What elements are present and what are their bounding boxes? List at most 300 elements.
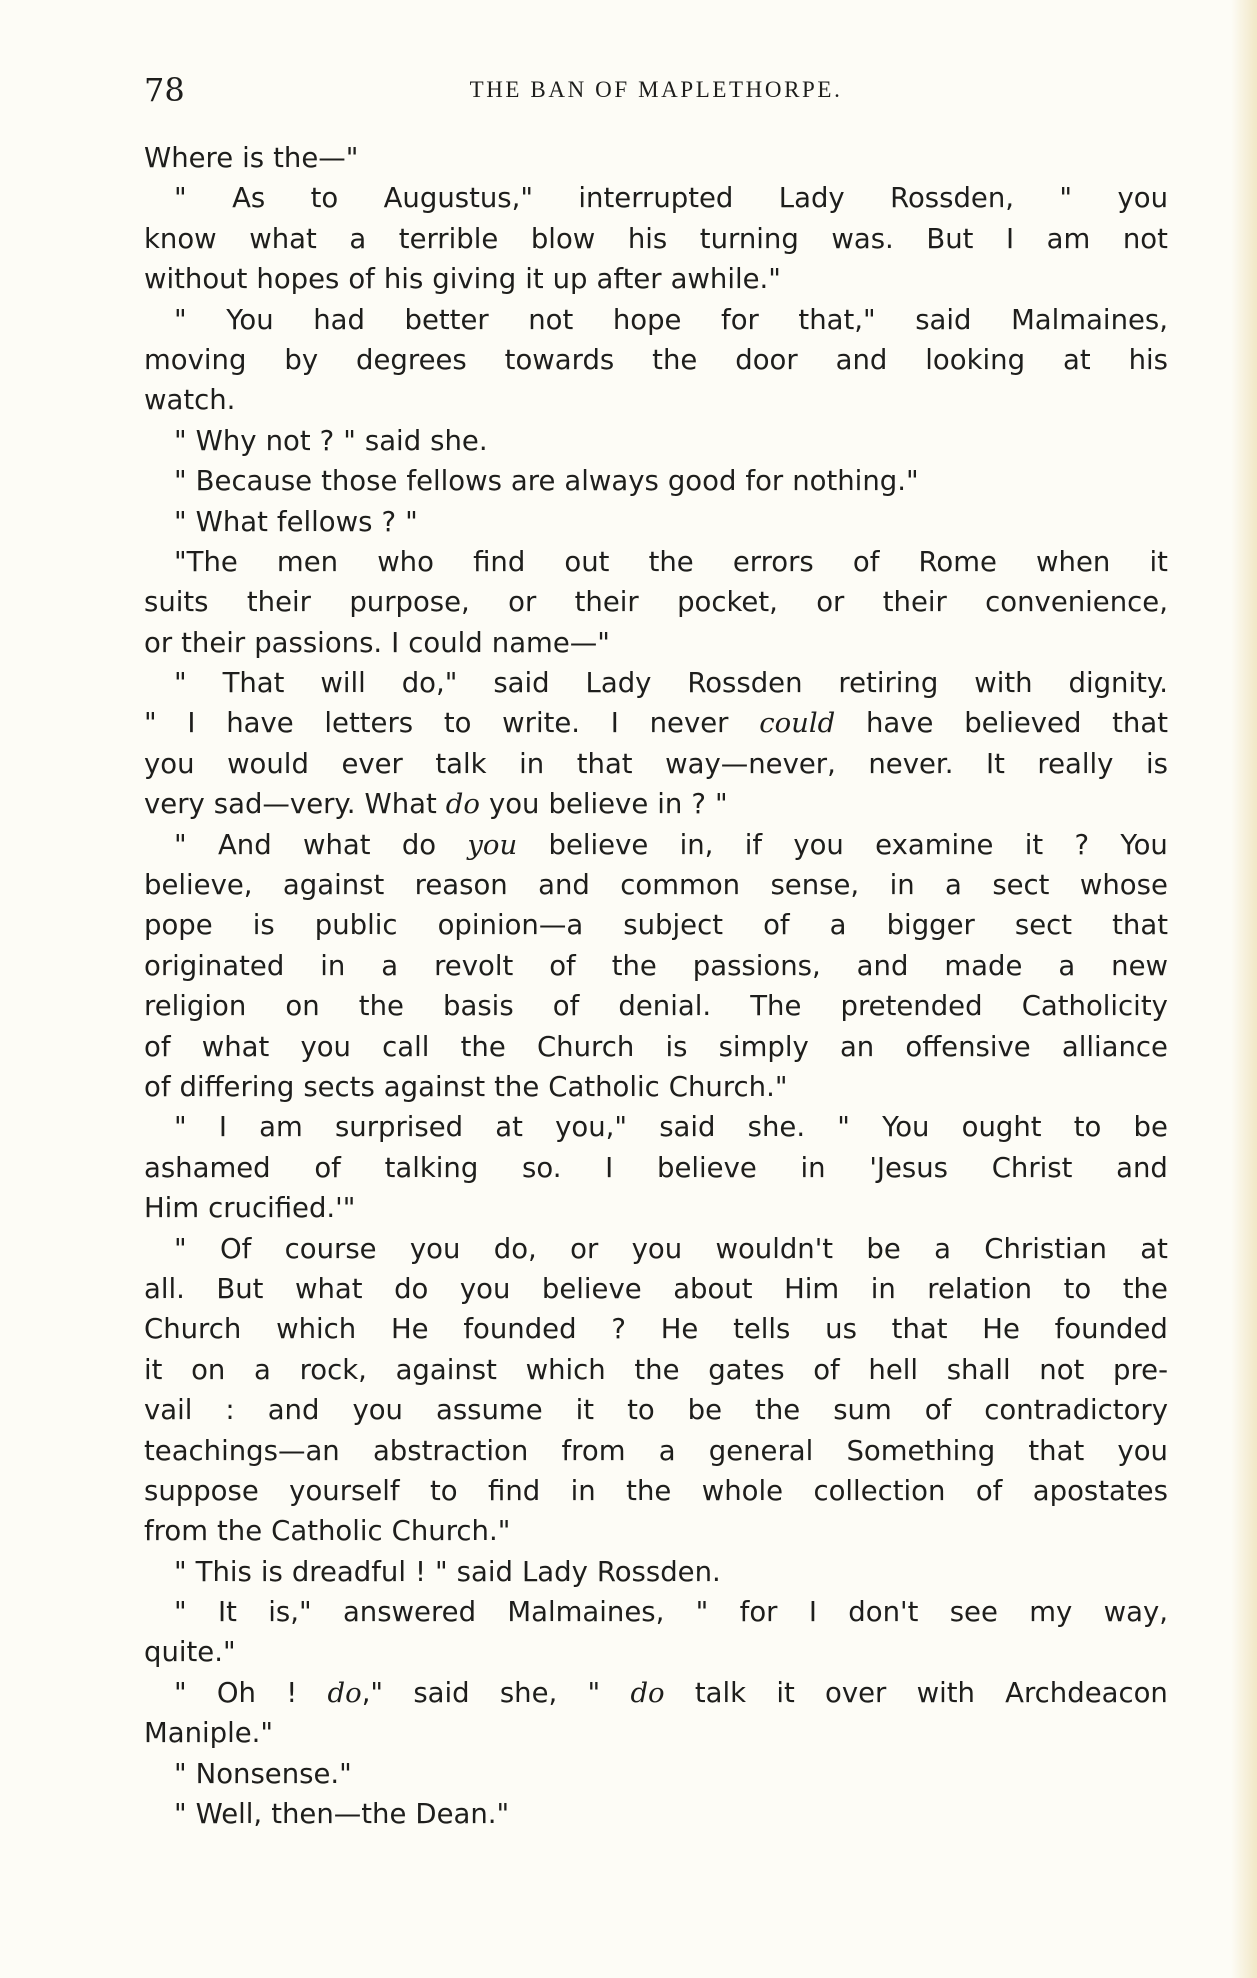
word: is	[665, 1030, 688, 1063]
word: it	[776, 1676, 795, 1709]
word: "	[587, 1676, 601, 1709]
word: Archdeacon	[1005, 1676, 1168, 1709]
word: is	[242, 142, 265, 174]
word: I	[605, 1151, 614, 1184]
word: my	[1029, 1596, 1073, 1629]
word: I	[218, 1111, 227, 1144]
word: suits	[144, 586, 209, 619]
word: "	[174, 303, 187, 336]
paragraph	[144, 663, 1168, 825]
word: "	[435, 1555, 448, 1588]
word: the	[648, 545, 694, 578]
word: find	[488, 1474, 541, 1507]
word: you	[488, 788, 540, 821]
word: or	[144, 626, 173, 659]
word: I	[187, 707, 196, 740]
word: Of	[219, 1232, 252, 1265]
word: to	[627, 1394, 655, 1427]
word: and	[1116, 1151, 1168, 1184]
word: to	[430, 1474, 458, 1507]
word: Lady	[521, 1555, 588, 1588]
word: from	[561, 1434, 626, 1467]
word: shall	[946, 1353, 1011, 1386]
word: I	[610, 707, 619, 740]
word: don't	[848, 1596, 919, 1629]
word: his	[383, 263, 424, 296]
page-header	[144, 70, 1168, 110]
word: said	[364, 424, 422, 457]
word: way—never,	[665, 747, 836, 780]
word: Him	[144, 1192, 200, 1225]
text-line	[144, 421, 1168, 461]
word: when	[1036, 545, 1111, 578]
word: it	[1024, 828, 1044, 861]
word: to	[1073, 1111, 1102, 1144]
word: retiring	[838, 667, 939, 700]
word: answered	[342, 1596, 477, 1629]
word: a	[254, 1353, 271, 1386]
word: assume	[435, 1394, 543, 1427]
word: said	[413, 1676, 470, 1709]
word: Something	[846, 1434, 996, 1467]
word: Where	[144, 142, 234, 174]
paragraph	[144, 1107, 1168, 1228]
word: that	[1112, 707, 1168, 740]
word: that	[891, 1313, 948, 1346]
text-line	[144, 946, 1168, 986]
text-line	[144, 663, 1168, 703]
word: Church."	[668, 1070, 788, 1103]
word: she.	[747, 1111, 806, 1144]
word: in,	[679, 828, 714, 861]
word: quite."	[144, 1636, 236, 1669]
word: the	[634, 1353, 680, 1386]
word: "	[174, 828, 187, 861]
word: I	[391, 626, 400, 659]
word: Nonsense."	[195, 1757, 352, 1790]
word: in	[870, 1272, 896, 1305]
word: in	[889, 869, 915, 902]
word: Christ	[991, 1151, 1073, 1184]
word: Well,	[195, 1798, 263, 1831]
word: what	[201, 1030, 270, 1063]
word: in	[657, 788, 683, 821]
word: Rossden	[687, 667, 803, 700]
word: for	[745, 465, 784, 498]
word: the	[460, 1030, 506, 1063]
word: his	[1128, 343, 1168, 376]
word: do	[630, 1676, 665, 1709]
word: This	[195, 1555, 252, 1588]
word: and	[267, 1394, 320, 1427]
word: not	[1039, 1353, 1085, 1386]
word: be	[866, 1232, 901, 1265]
word: you	[1117, 182, 1168, 215]
word: a	[934, 1232, 951, 1265]
text-line	[144, 219, 1168, 259]
word: am	[1046, 222, 1091, 255]
word: is	[260, 1555, 283, 1588]
word: He	[982, 1313, 1020, 1346]
word: do,"	[401, 667, 458, 700]
text-line	[144, 1309, 1168, 1349]
text-line	[144, 138, 1168, 178]
text-line	[144, 502, 1168, 542]
text-line	[144, 1673, 1168, 1713]
word: was.	[831, 222, 894, 255]
word: men	[276, 545, 339, 578]
word: you	[631, 1232, 683, 1265]
word: convenience,	[985, 586, 1168, 619]
paragraph	[144, 1673, 1168, 1754]
word: vail	[144, 1394, 193, 1427]
word: Oh	[216, 1676, 256, 1709]
word: with	[916, 1676, 975, 1709]
text-line	[144, 1632, 1168, 1672]
word: the	[217, 1515, 263, 1548]
word: the	[358, 990, 404, 1023]
word: "	[174, 1111, 187, 1144]
word: ought	[961, 1111, 1042, 1144]
word: offensive	[905, 1030, 1031, 1063]
word: you	[300, 1030, 351, 1063]
word: which	[276, 1313, 357, 1346]
text-line	[144, 1390, 1168, 1430]
word: you	[352, 1394, 403, 1427]
word: not	[265, 424, 311, 457]
word: she.	[430, 424, 488, 457]
text-line	[144, 340, 1168, 380]
text-line	[144, 1592, 1168, 1632]
word: of	[975, 1474, 1003, 1507]
word: you	[144, 747, 195, 780]
word: "	[695, 1596, 709, 1629]
text-line	[144, 1269, 1168, 1309]
word: examine	[875, 828, 994, 861]
word: is	[252, 909, 275, 942]
word: You	[226, 303, 274, 336]
word: for	[721, 303, 759, 336]
word: against	[395, 1353, 497, 1386]
word: blow	[530, 222, 596, 255]
running-title: THE BAN OF MAPLETHORPE.	[469, 77, 843, 102]
word: "	[405, 505, 418, 538]
word: moving	[144, 343, 247, 376]
word: pocket,	[677, 586, 778, 619]
word: Lady	[585, 667, 652, 700]
word: then—the	[271, 1798, 407, 1831]
word: the	[652, 343, 698, 376]
word: believe	[657, 1151, 757, 1184]
word: course	[284, 1232, 377, 1265]
paragraph	[144, 461, 1168, 501]
word: you	[409, 1232, 461, 1265]
word: door	[735, 343, 798, 376]
word: of	[924, 1394, 952, 1427]
body-text	[144, 138, 1168, 1834]
paragraph	[144, 1754, 1168, 1794]
word: "	[174, 1757, 187, 1790]
word: name—"	[491, 626, 610, 659]
text-line	[144, 300, 1168, 340]
word: teachings—an	[144, 1434, 340, 1467]
word: believed	[964, 707, 1082, 740]
word: !	[286, 1676, 298, 1709]
word: "	[174, 667, 187, 700]
word: who	[377, 545, 434, 578]
word: hell	[868, 1353, 919, 1386]
word: "	[343, 424, 356, 457]
paragraph	[144, 1552, 1168, 1592]
word: purpose,	[349, 586, 470, 619]
word: an	[839, 1030, 875, 1063]
word: He	[660, 1313, 699, 1346]
word: that,"	[798, 303, 876, 336]
text-line	[144, 1713, 1168, 1753]
page-edge-shadow	[1231, 0, 1257, 1978]
word: fellows	[406, 465, 502, 498]
word: Rossden.	[596, 1555, 721, 1588]
word: sense,	[770, 869, 860, 902]
word: if	[744, 828, 763, 861]
text-line	[144, 744, 1168, 784]
word: said	[493, 667, 550, 700]
word: "	[174, 465, 187, 498]
word: reason	[414, 869, 508, 902]
word: I	[1005, 222, 1015, 255]
text-line	[144, 1027, 1168, 1067]
word: Rome	[918, 545, 997, 578]
word: pretended	[840, 990, 983, 1023]
word: by	[284, 343, 319, 376]
word: Him	[784, 1272, 840, 1305]
word: hopes	[256, 263, 340, 296]
word: collection	[813, 1474, 946, 1507]
word: their	[246, 586, 311, 619]
word: the	[755, 1394, 801, 1427]
text-line	[144, 1067, 1168, 1107]
word: public	[314, 909, 398, 942]
word: in	[570, 1474, 596, 1507]
word: could	[759, 707, 836, 740]
word: alliance	[1061, 1030, 1168, 1063]
word: against	[383, 1070, 486, 1103]
text-line	[144, 1794, 1168, 1834]
word: passions.	[254, 626, 383, 659]
word: said	[659, 1111, 716, 1144]
word: what	[302, 828, 371, 861]
word: "	[174, 424, 187, 457]
word: Maniple."	[144, 1717, 274, 1750]
word: "	[174, 1555, 187, 1588]
word: letters	[324, 707, 414, 740]
word: That	[222, 667, 285, 700]
page-number: 78	[144, 71, 185, 109]
word: the	[1122, 1272, 1168, 1305]
word: us	[825, 1313, 857, 1346]
text-line	[144, 1511, 1168, 1551]
paragraph	[144, 1592, 1168, 1673]
word: He	[390, 1313, 429, 1346]
word: ?	[381, 505, 397, 538]
word: or	[570, 1232, 599, 1265]
word: passions,	[692, 949, 821, 982]
word: it	[575, 1394, 595, 1427]
word: contradictory	[984, 1394, 1168, 1427]
word: Church	[536, 1030, 635, 1063]
word: But	[216, 1272, 264, 1305]
paragraph	[144, 1794, 1168, 1834]
word: a	[945, 869, 962, 902]
word: will	[320, 667, 366, 700]
word: of	[314, 1151, 341, 1184]
word: of	[549, 949, 576, 982]
word: of	[144, 1070, 171, 1103]
word: degrees	[356, 343, 467, 376]
word: ?	[611, 1313, 626, 1346]
word: not	[528, 303, 574, 336]
paragraph	[144, 825, 1168, 1108]
word: looking	[925, 343, 1026, 376]
word: which	[525, 1353, 606, 1386]
text-line	[144, 1229, 1168, 1269]
word: apostates	[1032, 1474, 1168, 1507]
word: talking	[384, 1151, 479, 1184]
word: do	[394, 1272, 429, 1305]
text-line	[144, 1188, 1168, 1228]
word: could	[408, 626, 483, 659]
word: sect	[992, 869, 1050, 902]
word: you	[1117, 1434, 1168, 1467]
word: and	[856, 949, 909, 982]
word: dreadful	[291, 1555, 406, 1588]
word: you,"	[555, 1111, 628, 1144]
word: it	[1149, 545, 1168, 578]
word: :	[225, 1394, 235, 1427]
word: watch.	[144, 384, 236, 417]
word: of	[763, 909, 790, 942]
word: pre-	[1113, 1353, 1168, 1386]
text-line	[144, 461, 1168, 501]
word: so.	[522, 1151, 562, 1184]
word: Catholic	[548, 1070, 660, 1103]
word: surprised	[334, 1111, 464, 1144]
word: way,	[1103, 1596, 1168, 1629]
word: good	[667, 465, 737, 498]
word: common	[620, 869, 741, 902]
text-line	[144, 582, 1168, 622]
word: Lady	[778, 182, 845, 215]
word: awhile."	[670, 263, 781, 296]
word: with	[974, 667, 1033, 700]
word: do	[445, 788, 480, 821]
word: sects	[303, 1070, 375, 1103]
word: up	[552, 263, 588, 296]
word: tells	[733, 1313, 791, 1346]
text-line	[144, 259, 1168, 299]
word: a	[349, 222, 367, 255]
word: rock,	[299, 1353, 367, 1386]
text-line	[144, 178, 1168, 218]
word: what	[249, 222, 317, 255]
word: terrible	[398, 222, 499, 255]
word: not	[1122, 222, 1168, 255]
word: Augustus,"	[383, 182, 534, 215]
word: Christian	[984, 1232, 1107, 1265]
word: towards	[504, 343, 615, 376]
word: had	[313, 303, 365, 336]
word: is,"	[268, 1596, 312, 1629]
word: Church	[144, 1313, 242, 1346]
word: you	[459, 1272, 511, 1305]
text-line	[144, 986, 1168, 1026]
word: never.	[868, 747, 954, 780]
word: crucified.'"	[208, 1192, 356, 1225]
word: relation	[927, 1272, 1033, 1305]
word: religion	[144, 990, 247, 1023]
word: a	[381, 949, 399, 982]
word: ?	[691, 788, 706, 821]
word: As	[232, 182, 266, 215]
word: fellows	[276, 505, 373, 538]
word: gates	[708, 1353, 785, 1386]
word: founded	[1054, 1313, 1168, 1346]
word: be	[687, 1394, 723, 1427]
word: ?	[319, 424, 335, 457]
word: what	[294, 1272, 363, 1305]
word: new	[1111, 949, 1168, 982]
text-line	[144, 1107, 1168, 1147]
word: all.	[144, 1272, 185, 1305]
text-line	[144, 703, 1168, 743]
word: revolt	[434, 949, 514, 982]
word: sect	[1014, 909, 1073, 942]
word: Why	[195, 424, 257, 457]
word: whole	[701, 1474, 784, 1507]
word: the	[611, 949, 657, 982]
paragraph	[144, 138, 1168, 178]
word: denial.	[618, 990, 712, 1023]
word: at	[1140, 1232, 1168, 1265]
word: am	[259, 1111, 303, 1144]
word: very	[144, 788, 205, 821]
word: "	[837, 1111, 850, 1144]
word: "	[174, 1596, 187, 1629]
word: write.	[502, 707, 581, 740]
word: she,	[499, 1676, 558, 1709]
word: or	[508, 586, 537, 619]
word: talk	[435, 747, 487, 780]
text-line	[144, 1350, 1168, 1390]
word: opinion—a	[437, 909, 584, 942]
word: ashamed	[144, 1151, 271, 1184]
word: call	[382, 1030, 430, 1063]
text-line	[144, 1754, 1168, 1794]
word: Malmaines,	[507, 1596, 665, 1629]
word: made	[944, 949, 1023, 982]
word: believe	[541, 1272, 642, 1305]
word: You	[1120, 828, 1168, 861]
word: out	[564, 545, 610, 578]
word: do,	[493, 1232, 537, 1265]
word: nothing."	[792, 465, 919, 498]
word: bigger	[886, 909, 975, 942]
word: the	[626, 1474, 672, 1507]
word: errors	[732, 545, 814, 578]
word: is	[1145, 747, 1168, 780]
word: a	[1058, 949, 1076, 982]
word: ever	[341, 747, 403, 780]
